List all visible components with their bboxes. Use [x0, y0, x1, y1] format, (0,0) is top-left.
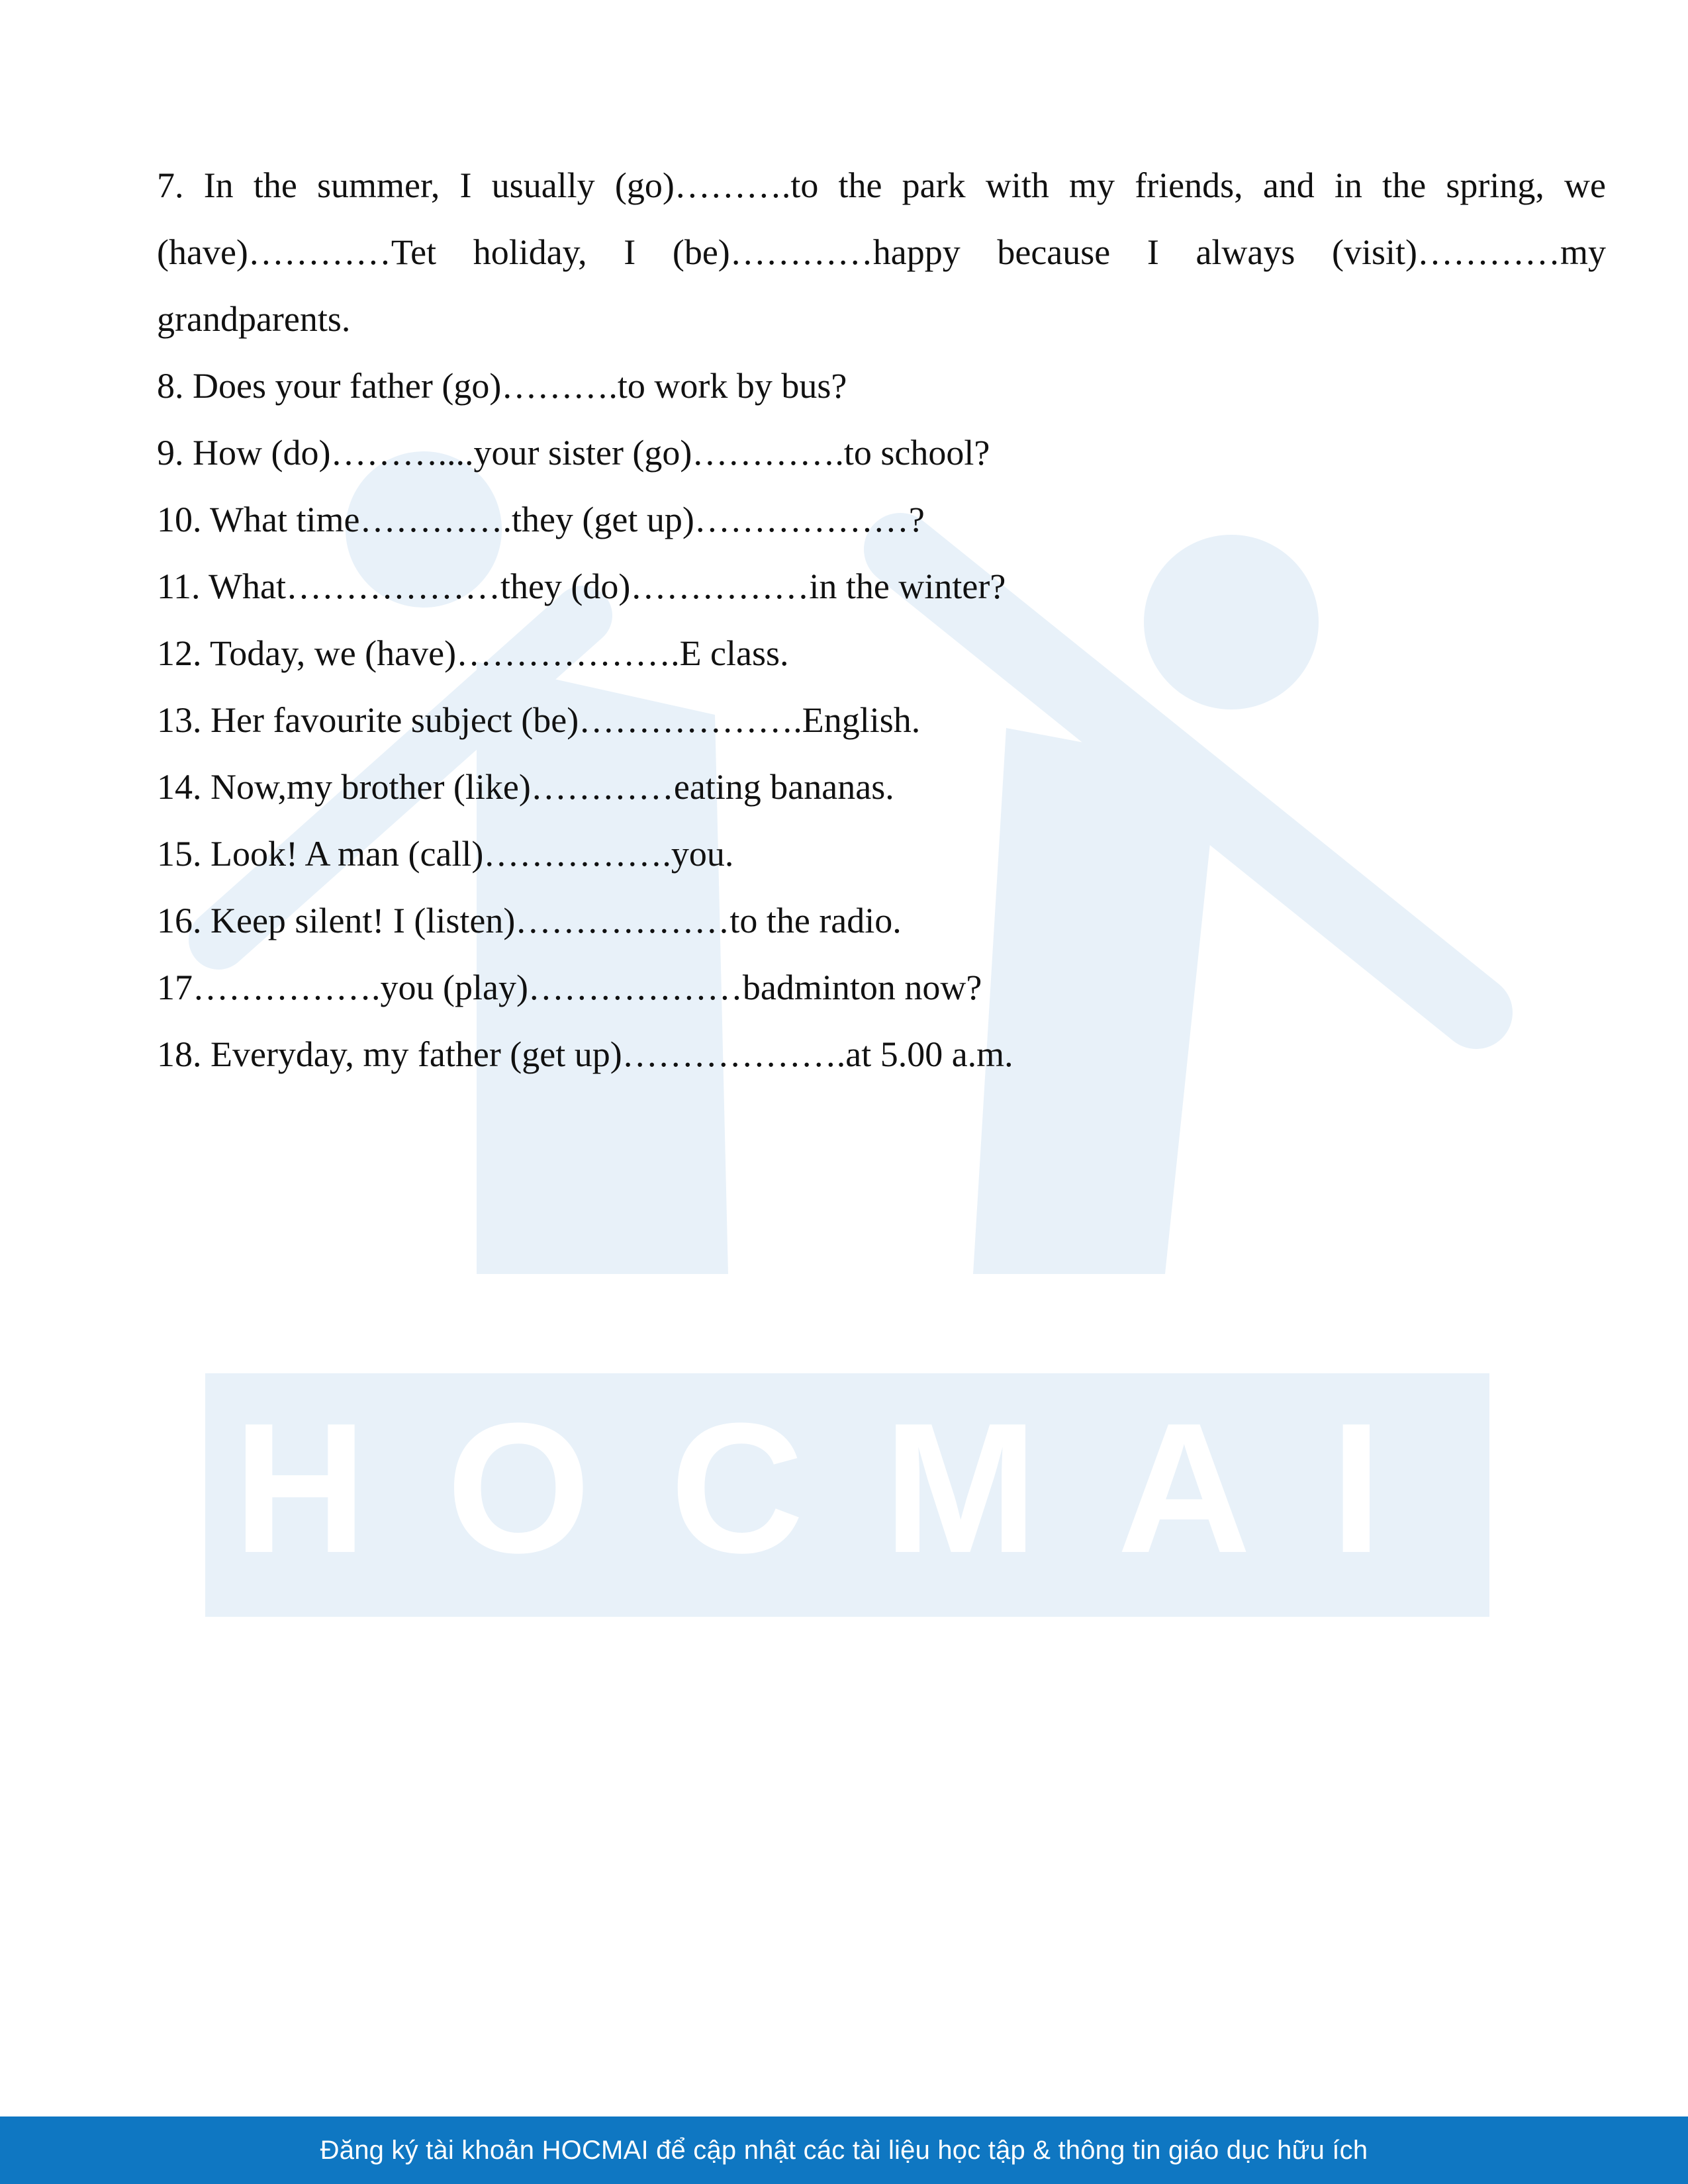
exercise-item-15: 15. Look! A man (call)…………….you. [157, 834, 734, 874]
exercise-item-8: 8. Does your father (go)……….to work by bus? [157, 366, 847, 406]
exercise-list [157, 152, 1606, 1088]
exercise-item-14: 14. Now,my brother (like)…………eating bananas. [157, 767, 894, 807]
footer-banner [0, 2116, 1688, 2184]
exercise-item-12: 12. Today, we (have)……………….E class. [157, 633, 789, 673]
exercise-item-17: 17…………….you (play)………………badminton now? [157, 968, 982, 1007]
watermark-brand-text: HOCMAI [233, 1385, 1462, 1592]
exercise-item-10: 10. What time………….they (get up)………………? [157, 500, 925, 539]
exercise-item-11: 11. What………………they (do)……………in the winter? [157, 567, 1006, 606]
footer-signup-text[interactable]: Đăng ký tài khoản HOCMAI để cập nhật các tài liệu học tập & thông tin giáo dục hữu ích [320, 2135, 1368, 2165]
exercise-item-13: 13. Her favourite subject (be)……………….English. [157, 700, 921, 740]
exercise-item-7: 7. In the summer, I usually (go)……….to the park with my friends, and in the spring, we (have)…………Tet holiday, I (be)…………happy because I always (visit)…………my grandparents. [157, 165, 1606, 339]
exercise-item-18: 18. Everyday, my father (get up)……………….at 5.00 a.m. [157, 1034, 1013, 1074]
exercise-item-16: 16. Keep silent! I (listen)………………to the radio. [157, 901, 902, 940]
exercise-item-9: 9. How (do)………....your sister (go)………….to school? [157, 433, 990, 473]
